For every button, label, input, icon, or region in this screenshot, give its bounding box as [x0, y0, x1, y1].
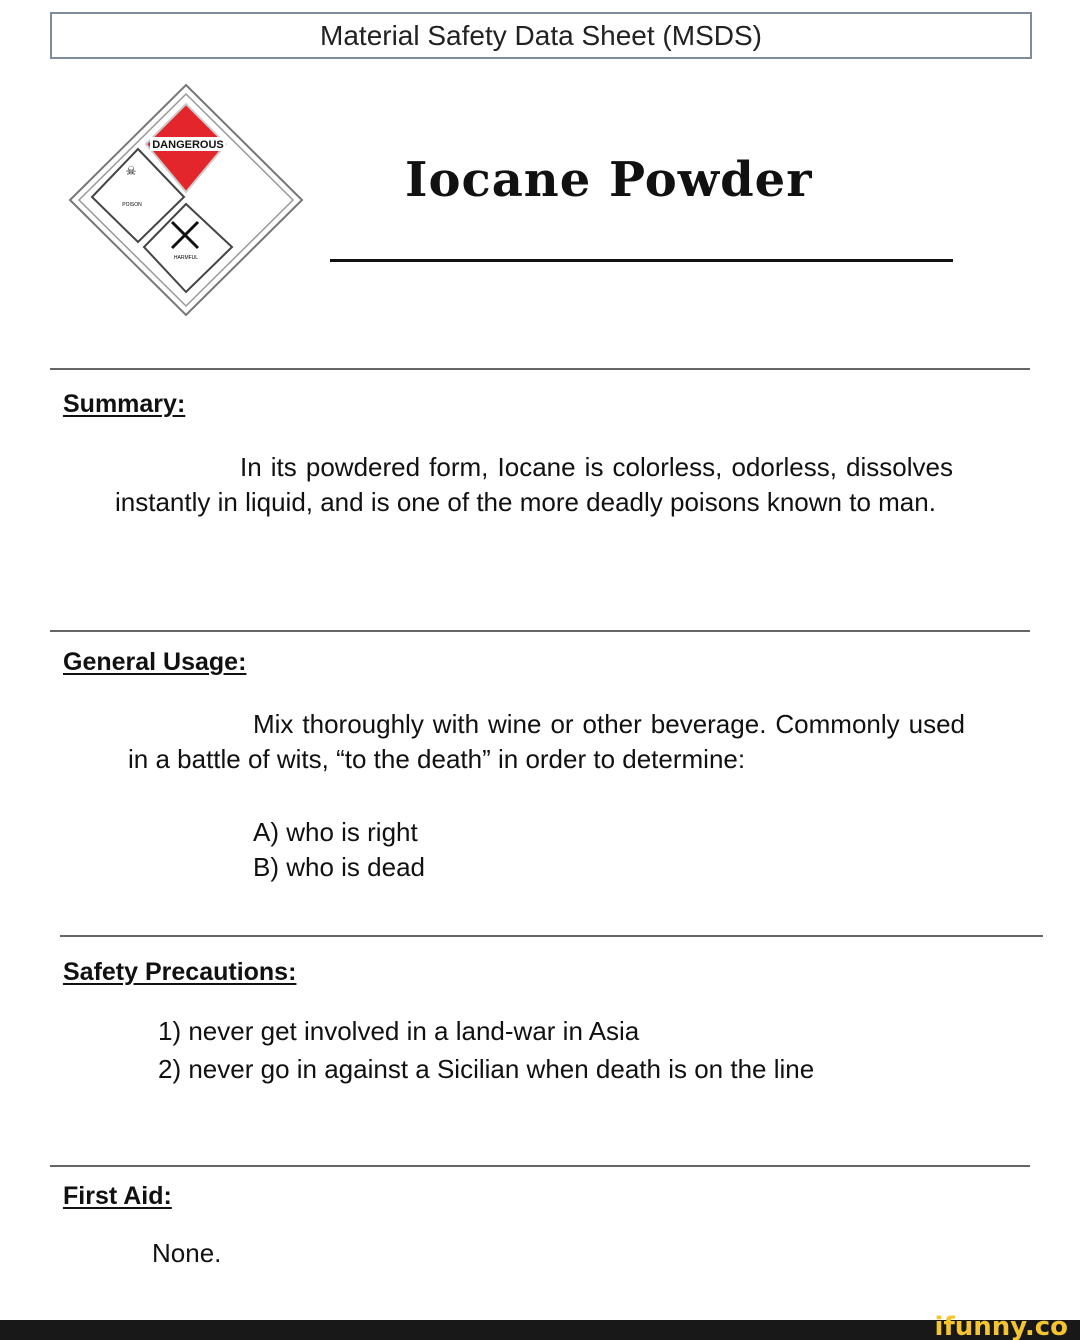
usage-heading: General Usage: [63, 648, 247, 676]
summary-heading: Summary: [63, 390, 186, 418]
hazard-diamond-icon [66, 82, 306, 318]
hazard-top-text: DANGEROUS [152, 139, 224, 151]
watermark-logo: ifunny.co [934, 1312, 1068, 1340]
svg-text:☠: ☠ [125, 164, 137, 178]
divider [50, 1165, 1030, 1167]
safety-heading: Safety Precautions: [63, 958, 297, 986]
svg-text:HARMFUL: HARMFUL [173, 255, 199, 261]
safety-item: 2) never go in against a Sicilian when death is on the line [158, 1054, 815, 1084]
safety-item: 1) never get involved in a land-war in Asia [158, 1016, 640, 1046]
document-title: Material Safety Data Sheet (MSDS) [50, 12, 1032, 59]
product-underline [330, 259, 953, 262]
summary-text: In its powdered form, Iocane is colorless, odorless, dissolves instantly in liquid, and is one of the more deadly poisons known to man. [115, 452, 953, 517]
usage-item: B) who is dead [253, 852, 425, 882]
divider [50, 368, 1030, 370]
usage-item: A) who is right [253, 817, 418, 847]
watermark-bar [0, 1312, 1080, 1340]
first-aid-heading: First Aid: [63, 1182, 172, 1210]
product-name: Iocane Powder [405, 152, 813, 208]
divider [50, 630, 1030, 632]
first-aid-text: None. [152, 1238, 222, 1268]
usage-text: Mix thoroughly with wine or other beverage. Commonly used in a battle of wits, “to the death” in order to determine: [128, 709, 965, 774]
divider [60, 935, 1043, 937]
svg-text:POISON: POISON [122, 202, 142, 208]
